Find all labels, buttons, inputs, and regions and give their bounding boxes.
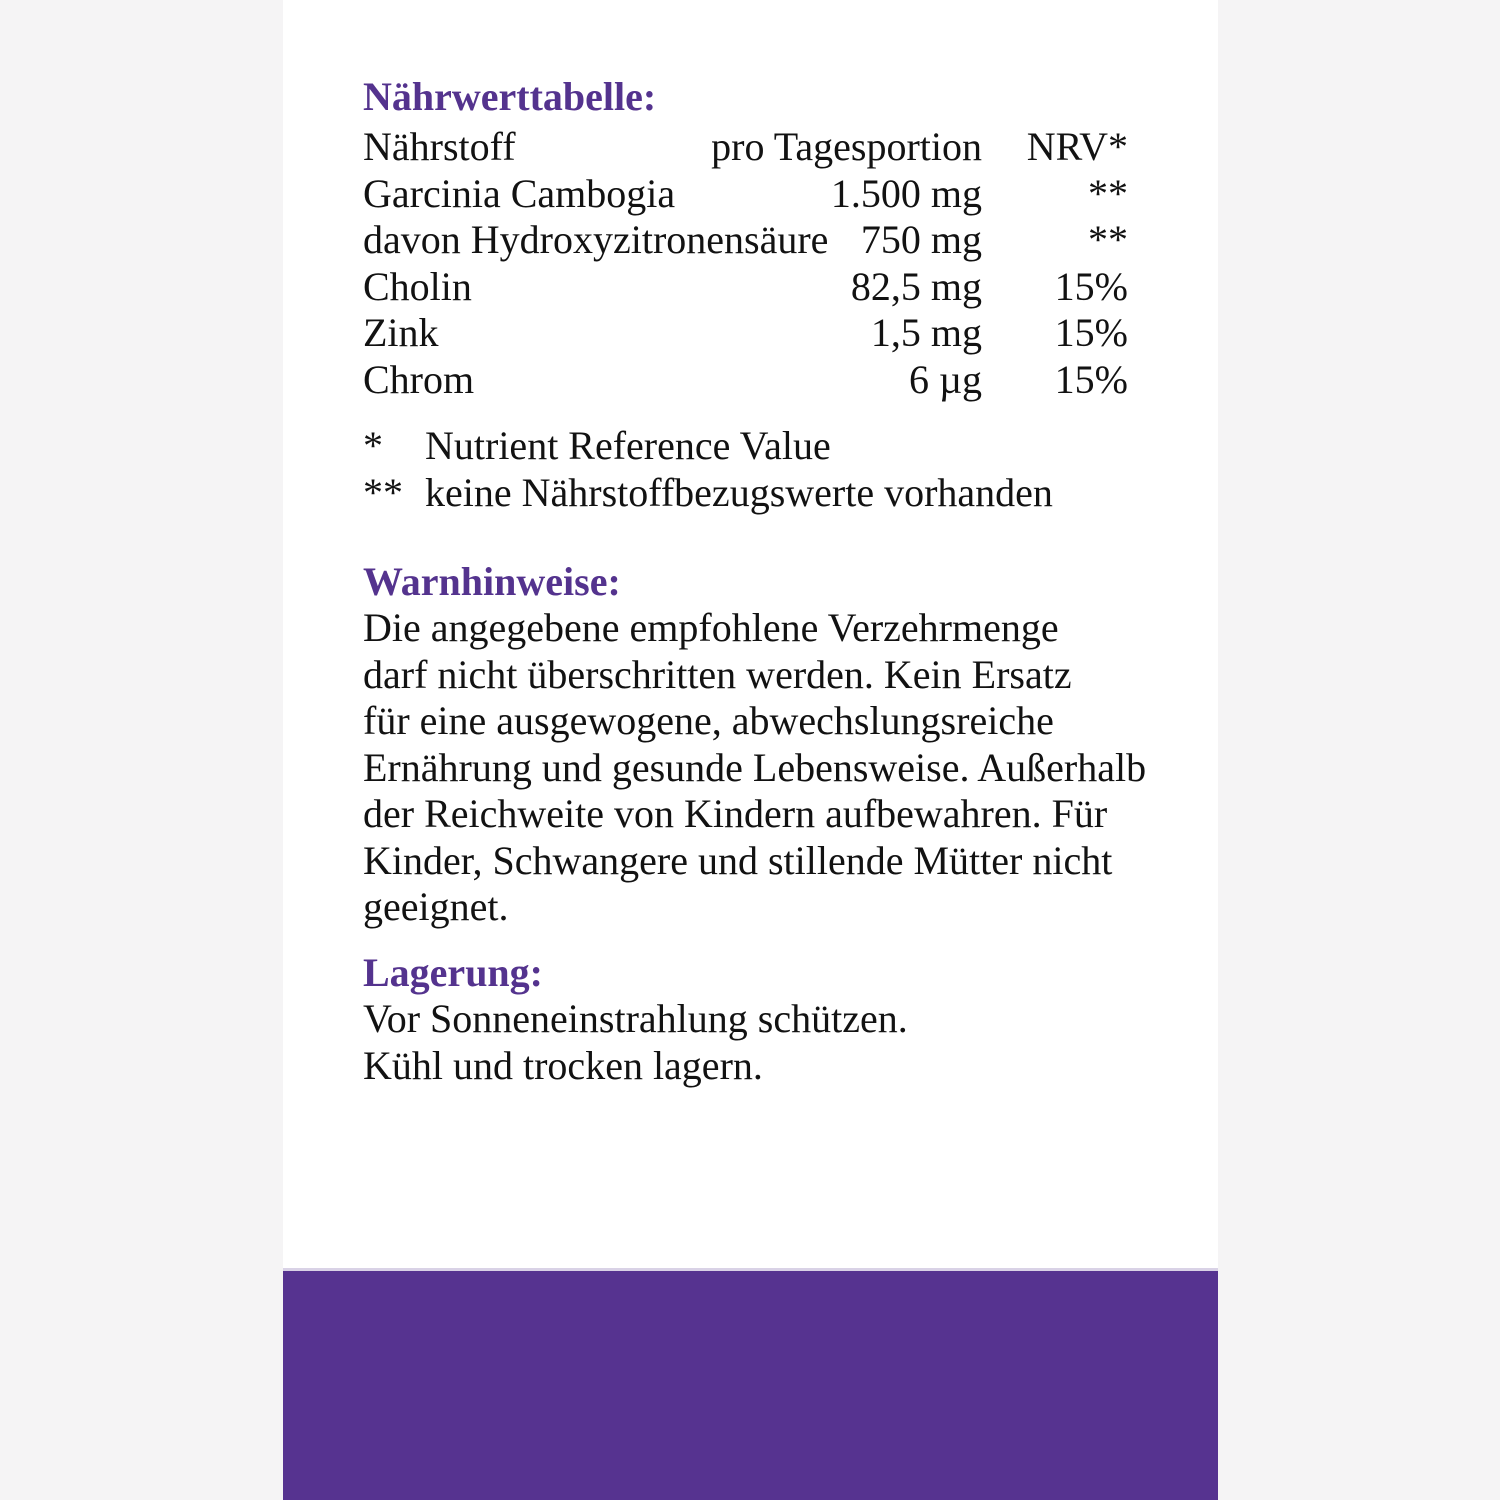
purple-footer-band bbox=[283, 1268, 1218, 1500]
warnings-line: der Reichweite von Kindern aufbewahren. Für bbox=[363, 791, 1108, 836]
column-header-nrv: NRV* bbox=[1026, 124, 1128, 169]
nutrient-amount: 82,5 mg bbox=[850, 263, 982, 309]
footnote-nrv bbox=[363, 423, 1053, 470]
nutrient-amount: 750 mg bbox=[860, 217, 982, 262]
table-row bbox=[363, 264, 1128, 311]
storage-line: Vor Sonneneinstrahlung schützen. bbox=[363, 996, 908, 1041]
table-row bbox=[363, 217, 1128, 264]
nutrient-amount: 6 µg bbox=[908, 356, 982, 402]
nutrient-nrv: 15% bbox=[1054, 356, 1128, 402]
footnote-marker: ** bbox=[363, 469, 403, 515]
table-row bbox=[363, 310, 1128, 357]
nutrient-nrv: 15% bbox=[1054, 310, 1128, 355]
table-row bbox=[363, 357, 1128, 404]
label-panel bbox=[283, 0, 1218, 1500]
nutrient-nrv: ** bbox=[1088, 170, 1128, 216]
nutrient-name: Garcinia Cambogia bbox=[363, 170, 676, 216]
nutrient-name: davon Hydroxyzitronensäure bbox=[363, 217, 829, 262]
footnote-text: Nutrient Reference Value bbox=[425, 423, 831, 468]
nutrient-amount: 1,5 mg bbox=[870, 310, 982, 355]
footnote-no-nrv bbox=[363, 470, 1053, 517]
warnings-title: Warnhinweise: bbox=[363, 559, 621, 604]
storage-title: Lagerung: bbox=[363, 950, 543, 995]
nutrient-name: Cholin bbox=[363, 263, 472, 309]
table-row bbox=[363, 171, 1128, 218]
column-header-per-serving: pro Tagesportion bbox=[711, 124, 982, 169]
nutrient-amount: 1.500 mg bbox=[830, 170, 982, 216]
warnings-text bbox=[363, 605, 1146, 931]
warnings-line: für eine ausgewogene, abwechslungsreiche bbox=[363, 698, 1054, 743]
warnings-line: geeignet. bbox=[363, 884, 509, 929]
warnings-line: Kinder, Schwangere und stillende Mütter nicht bbox=[363, 837, 1113, 883]
nutrition-table-header-row bbox=[363, 124, 1128, 171]
warnings-line: Die angegebene empfohlene Verzehrmenge bbox=[363, 605, 1059, 650]
nutrient-nrv: ** bbox=[1088, 217, 1128, 262]
nutrient-name: Zink bbox=[363, 310, 439, 355]
nutrition-table bbox=[363, 124, 1128, 403]
footnote-marker: * bbox=[363, 423, 383, 468]
column-header-nutrient: Nährstoff bbox=[363, 124, 516, 169]
warnings-line: Ernährung und gesunde Lebensweise. Außerhalb bbox=[363, 744, 1147, 790]
footnotes bbox=[363, 423, 1053, 516]
nutrient-name: Chrom bbox=[363, 356, 475, 402]
nutrition-table-title: Nährwerttabelle: bbox=[363, 74, 657, 119]
warnings-line: darf nicht überschritten werden. Kein Ersatz bbox=[363, 651, 1072, 697]
storage-text bbox=[363, 996, 908, 1089]
footnote-text: keine Nährstoffbezugswerte vorhanden bbox=[425, 469, 1053, 515]
storage-line: Kühl und trocken lagern. bbox=[363, 1042, 763, 1088]
nutrient-nrv: 15% bbox=[1054, 263, 1128, 309]
